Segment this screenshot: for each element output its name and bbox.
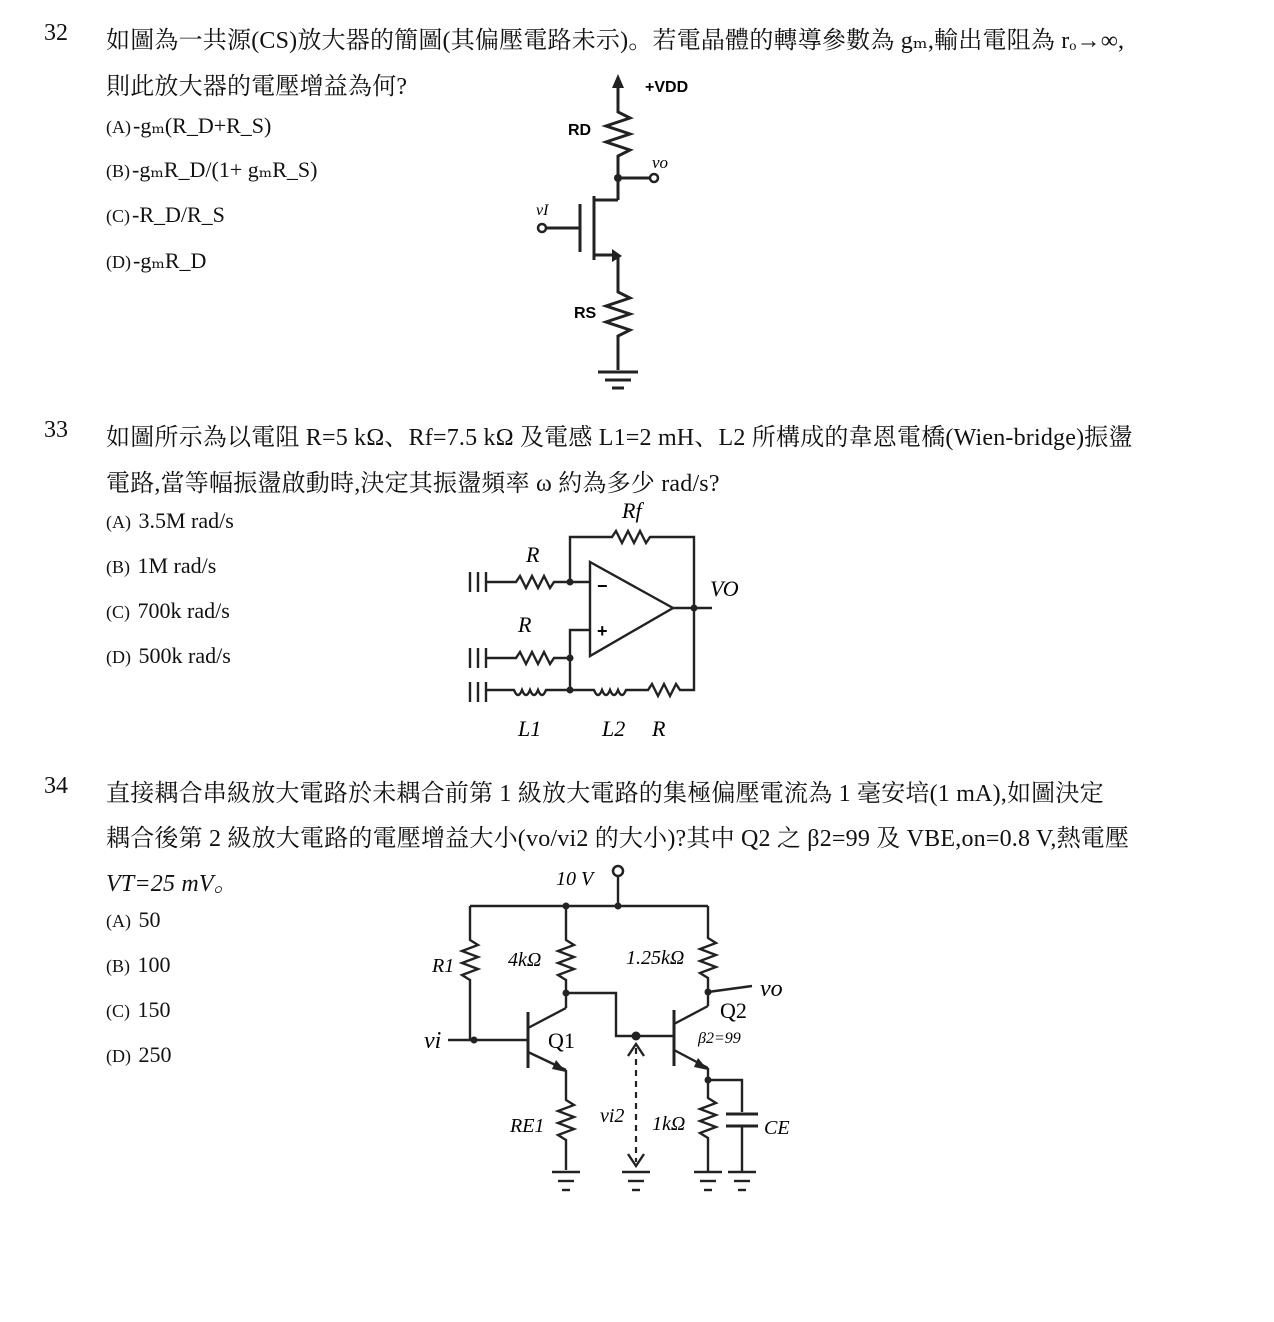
option-label: (A)	[106, 512, 131, 532]
option-label: (D)	[106, 1046, 131, 1066]
rf-text: Rf	[622, 498, 642, 523]
l1-label: L1	[518, 716, 542, 741]
option-a[interactable]	[106, 907, 161, 933]
cs-amplifier-figure	[520, 70, 720, 405]
vi-text: vi	[424, 1028, 442, 1054]
option-label: (C)	[106, 602, 130, 622]
option-text: -gₘ(R_D+R_S)	[133, 113, 272, 138]
rd-label: RD	[568, 122, 592, 139]
question-text-line: 電路,當等幅振盪啟動時,決定其振盪頻率 ω 約為多少 rad/s?	[106, 471, 720, 497]
option-label: (D)	[106, 647, 131, 667]
beta-label: β2=99	[698, 1030, 741, 1047]
q2-text: Q2	[720, 998, 747, 1023]
option-label: (B)	[106, 161, 130, 181]
rc2-label: 1.25kΩ	[626, 947, 685, 969]
option-text: 500k rad/s	[138, 643, 231, 668]
question-text-line: 如圖所示為以電阻 R=5 kΩ、Rf=7.5 kΩ 及電感 L1=2 mH、L2 所構成的韋恩電橋(Wien-bridge)振盪	[106, 425, 1133, 451]
minus-sign: −	[597, 576, 608, 596]
vi-label: vI	[536, 202, 549, 219]
option-c[interactable]	[106, 202, 225, 228]
option-text: 150	[137, 997, 171, 1022]
option-text: 250	[138, 1042, 172, 1067]
option-text: 100	[137, 952, 171, 977]
vi2-label: vi2	[600, 1105, 625, 1127]
l2-label: L2	[602, 716, 626, 741]
option-b[interactable]	[106, 952, 171, 978]
option-label: (B)	[106, 956, 130, 976]
plus-sign: +	[597, 621, 608, 641]
supply-label: 10 V	[556, 868, 594, 890]
rf-label	[621, 498, 644, 523]
option-c[interactable]	[106, 997, 171, 1023]
option-c[interactable]	[106, 598, 230, 624]
wien-bridge-figure	[455, 490, 755, 750]
option-label: (A)	[106, 911, 131, 931]
question-number: 32	[44, 20, 68, 46]
option-d[interactable]	[106, 643, 231, 669]
option-b[interactable]	[106, 157, 317, 183]
vo-label: vo	[760, 976, 783, 1002]
option-text: 700k rad/s	[137, 598, 230, 623]
question-number: 33	[44, 417, 68, 443]
vi-label	[424, 1028, 441, 1054]
option-label: (C)	[106, 1001, 130, 1021]
rs-label: RS	[574, 305, 597, 322]
option-label: (B)	[106, 557, 130, 577]
q1-text: Q1	[548, 1028, 575, 1053]
rc1-label: 4kΩ	[508, 949, 542, 971]
vdd-label: +VDD	[645, 79, 689, 96]
question-text-line: 如圖為一共源(CS)放大器的簡圖(其偏壓電路未示)。若電晶體的轉導參數為 gₘ,輸出電阻為 rₒ→∞,	[106, 28, 1125, 54]
question-text-line: 直接耦合串級放大電路於未耦合前第 1 級放大電路的集極偏壓電流為 1 毫安培(1 mA),如圖決定	[106, 781, 1104, 807]
vo-label: VO	[710, 576, 739, 601]
r2-label: R	[518, 612, 532, 637]
option-text: -gₘR_D/(1+ gₘR_S)	[132, 157, 318, 182]
question-text-line: 則此放大器的電壓增益為何?	[106, 74, 408, 100]
question-text-line: VT=25 mV。	[106, 871, 238, 897]
q2-label	[720, 998, 747, 1023]
option-d[interactable]	[106, 1042, 172, 1068]
option-label: (A)	[106, 117, 131, 137]
option-b[interactable]	[106, 553, 216, 579]
option-label: (D)	[106, 252, 131, 272]
ce-label: CE	[764, 1117, 790, 1139]
r3-label: R	[652, 716, 666, 741]
option-text: 3.5M rad/s	[138, 508, 234, 533]
question-text-line: 耦合後第 2 級放大電路的電壓增益大小(vo/vi2 的大小)?其中 Q2 之 β2=99 及 VBE,on=0.8 V,熱電壓	[106, 826, 1130, 852]
option-text: 1M rad/s	[137, 553, 217, 578]
option-text: 50	[138, 907, 161, 932]
question-number: 34	[44, 773, 68, 799]
cascade-amplifier-figure	[415, 855, 805, 1205]
r1-label: R1	[432, 955, 455, 977]
q1-label	[548, 1028, 575, 1053]
re2-label: 1kΩ	[652, 1113, 686, 1135]
option-text: -R_D/R_S	[132, 202, 225, 227]
option-d[interactable]	[106, 248, 206, 274]
option-label: (C)	[106, 206, 130, 226]
option-a[interactable]	[106, 113, 271, 139]
r1-label: R	[526, 542, 540, 567]
re1-label: RE1	[510, 1115, 545, 1137]
vo-label: vo	[652, 153, 669, 172]
option-a[interactable]	[106, 508, 234, 534]
option-text: -gₘR_D	[133, 248, 207, 273]
